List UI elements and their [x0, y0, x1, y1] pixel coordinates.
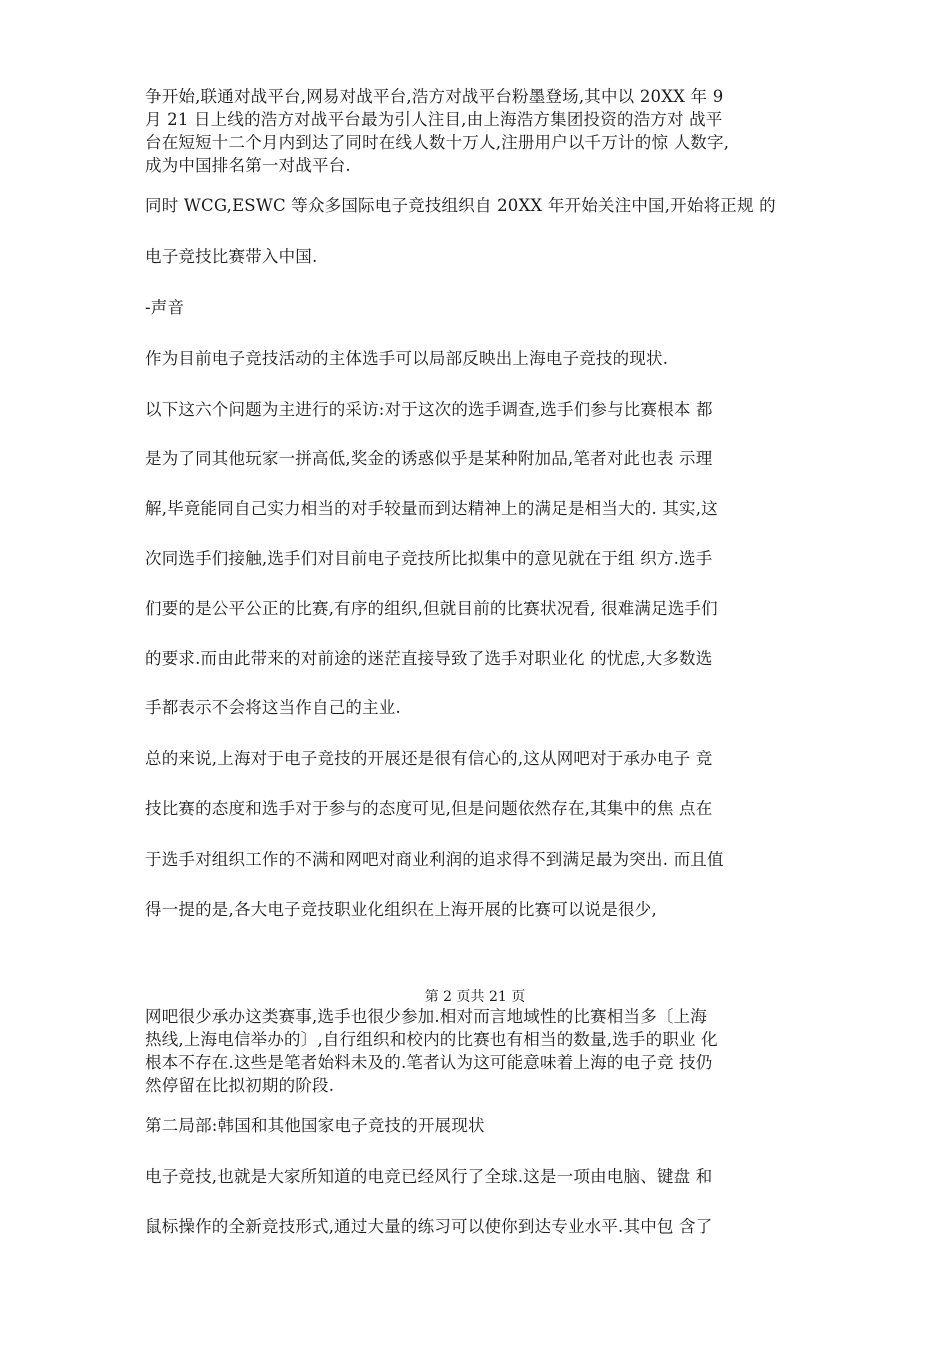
text-line: 月 21 日上线的浩方对战平台最为引人注目,由上海浩方集团投资的浩方对 战平 [145, 110, 723, 129]
text-line: 网吧很少承办这类赛事,选手也很少参加.相对而言地域性的比赛相当多〔上海 [145, 1007, 707, 1026]
paragraph-interview-line: 们要的是公平公正的比赛,有序的组织,但就目前的比赛状况看, 很难满足选手们 [145, 599, 718, 618]
page-number: 第 2 页共 21 页 [424, 989, 526, 1005]
paragraph-players: 作为目前电子竞技活动的主体选手可以局部反映出上海电子竞技的现状. [145, 349, 669, 368]
paragraph-summary-line: 技比赛的态度和选手对于参与的态度可见,但是问题依然存在,其集中的焦 点在 [145, 799, 713, 818]
section-heading-voice: -声音 [145, 298, 185, 317]
paragraph-interview-line: 手都表示不会将这当作自己的主业. [145, 698, 401, 717]
paragraph-wcg-line-2: 电子竞技比赛带入中国. [145, 247, 318, 266]
text-line: 热线,上海电信举办的〕,自行组织和校内的比赛也有相当的数量,选手的职业 化 [145, 1030, 718, 1049]
text-line: 成为中国排名第一对战平台. [145, 156, 351, 175]
paragraph-interview-line: 次同选手们接触,选手们对目前电子竞技所比拟集中的意见就在于组 织方.选手 [145, 549, 713, 568]
text-line: 争开始,联通对战平台,网易对战平台,浩方对战平台粉墨登场,其中以 20XX 年 9 [145, 87, 724, 106]
text-line: 然停留在比拟初期的阶段. [145, 1076, 335, 1095]
paragraph-summary-line: 于选手对组织工作的不满和网吧对商业利润的追求得不到满足最为突出. 而且值 [145, 850, 724, 869]
paragraph-esports-line: 电子竞技,也就是大家所知道的电竞已经风行了全球.这是一项由电脑、键盘 和 [145, 1167, 713, 1186]
paragraph-interview-line: 解,毕竟能同自己实力相当的对手较量而到达精神上的满足是相当大的. 其实,这 [145, 499, 718, 518]
section-heading-part-2: 第二局部:韩国和其他国家电子竞技的开展现状 [145, 1116, 485, 1135]
paragraph-summary-line: 得一提的是,各大电子竞技职业化组织在上海开展的比赛可以说是很少, [145, 900, 657, 919]
paragraph-interview-line: 的要求.而由此带来的对前途的迷茫直接导致了选手对职业化 的忧虑,大多数选 [145, 649, 713, 668]
text-line: 台在短短十二个月内到达了同时在线人数十万人,注册用户以千万计的惊 人数字, [145, 133, 730, 152]
paragraph-wcg-line-1: 同时 WCG,ESWC 等众多国际电子竞技组织自 20XX 年开始关注中国,开始将正规 的 [145, 196, 776, 215]
text-line: 根本不存在.这些是笔者始料未及的.笔者认为这可能意味着上海的电子竞 技仍 [145, 1053, 713, 1072]
paragraph-interview-line: 以下这六个问题为主进行的采访:对于这次的选手调查,选手们参与比赛根本 都 [145, 400, 713, 419]
paragraph-interview-line: 是为了同其他玩家一拼高低,奖金的诱惑似乎是某种附加品,笔者对此也表 示理 [145, 449, 713, 468]
paragraph-summary-line: 总的来说,上海对于电子竞技的开展还是很有信心的,这从网吧对于承办电子 竞 [145, 749, 713, 768]
paragraph-intro [145, 85, 825, 177]
paragraph-esports-line: 鼠标操作的全新竞技形式,通过大量的练习可以使你到达专业水平.其中包 含了 [145, 1217, 713, 1236]
paragraph-netbar [145, 1005, 825, 1097]
